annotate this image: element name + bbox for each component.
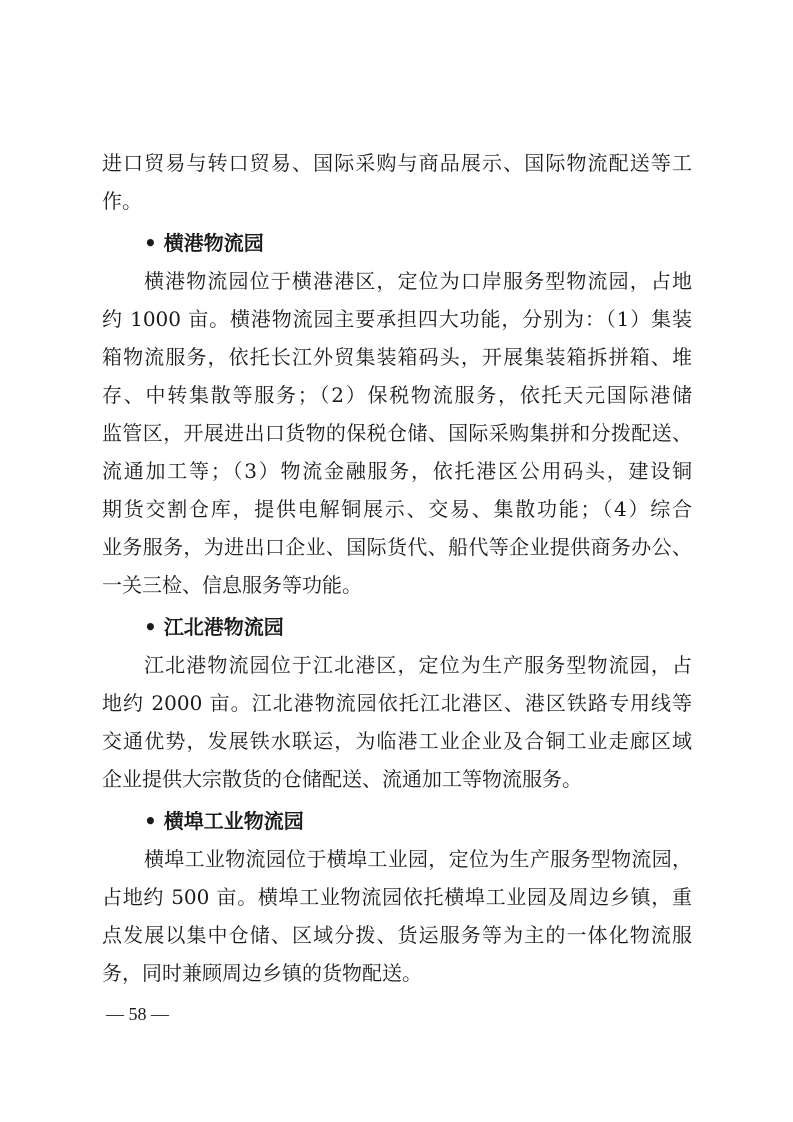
hengbu-line-1: 横埠工业物流园位于横埠工业园，定位为生产服务型物流园， bbox=[144, 847, 692, 871]
hengbu-line-2: 占地约 500 亩。横埠工业物流园依托横埠工业园及周边乡镇，重 bbox=[102, 885, 692, 909]
jiangbei-line-4: 企业提供大宗散货的仓储配送、流通加工等物流服务。 bbox=[102, 767, 582, 791]
intro-line-2: 作。 bbox=[102, 189, 142, 213]
jiangbei-line-2: 地约 2000 亩。江北港物流园依托江北港区、港区铁路专用线等 bbox=[102, 691, 692, 715]
section-heading-hengbu: • 横埠工业物流园 bbox=[144, 809, 304, 833]
henggang-line-8: 业务服务，为进出口企业、国际货代、船代等企业提供商务办公、 bbox=[102, 535, 692, 559]
section-heading-henggang: • 横港物流园 bbox=[144, 231, 264, 255]
page-number: — 58 — bbox=[106, 1004, 169, 1024]
intro-line-1: 进口贸易与转口贸易、国际采购与商品展示、国际物流配送等工 bbox=[102, 151, 692, 175]
henggang-line-3: 箱物流服务，依托长江外贸集装箱码头，开展集装箱拆拼箱、堆 bbox=[102, 345, 692, 369]
henggang-line-2: 约 1000 亩。横港物流园主要承担四大功能，分别为：（1）集装 bbox=[102, 307, 692, 331]
hengbu-line-3: 点发展以集中仓储、区域分拨、货运服务等为主的一体化物流服 bbox=[102, 923, 692, 947]
henggang-line-9: 一关三检、信息服务等功能。 bbox=[102, 573, 362, 597]
henggang-line-6: 流通加工等；（3）物流金融服务，依托港区公用码头，建设铜 bbox=[102, 459, 692, 483]
section-heading-jiangbei: • 江北港物流园 bbox=[144, 615, 284, 639]
henggang-line-5: 监管区，开展进出口货物的保税仓储、国际采购集拼和分拨配送、 bbox=[102, 421, 692, 445]
henggang-line-7: 期货交割仓库，提供电解铜展示、交易、集散功能；（4）综合 bbox=[102, 497, 692, 521]
jiangbei-line-3: 交通优势，发展铁水联运，为临港工业企业及合铜工业走廊区域 bbox=[102, 729, 692, 753]
jiangbei-line-1: 江北港物流园位于江北港区，定位为生产服务型物流园，占 bbox=[144, 653, 692, 677]
hengbu-line-4: 务，同时兼顾周边乡镇的货物配送。 bbox=[102, 961, 422, 985]
henggang-line-4: 存、中转集散等服务；（2）保税物流服务，依托天元国际港储 bbox=[102, 383, 692, 407]
henggang-line-1: 横港物流园位于横港港区，定位为口岸服务型物流园，占地 bbox=[144, 269, 692, 293]
